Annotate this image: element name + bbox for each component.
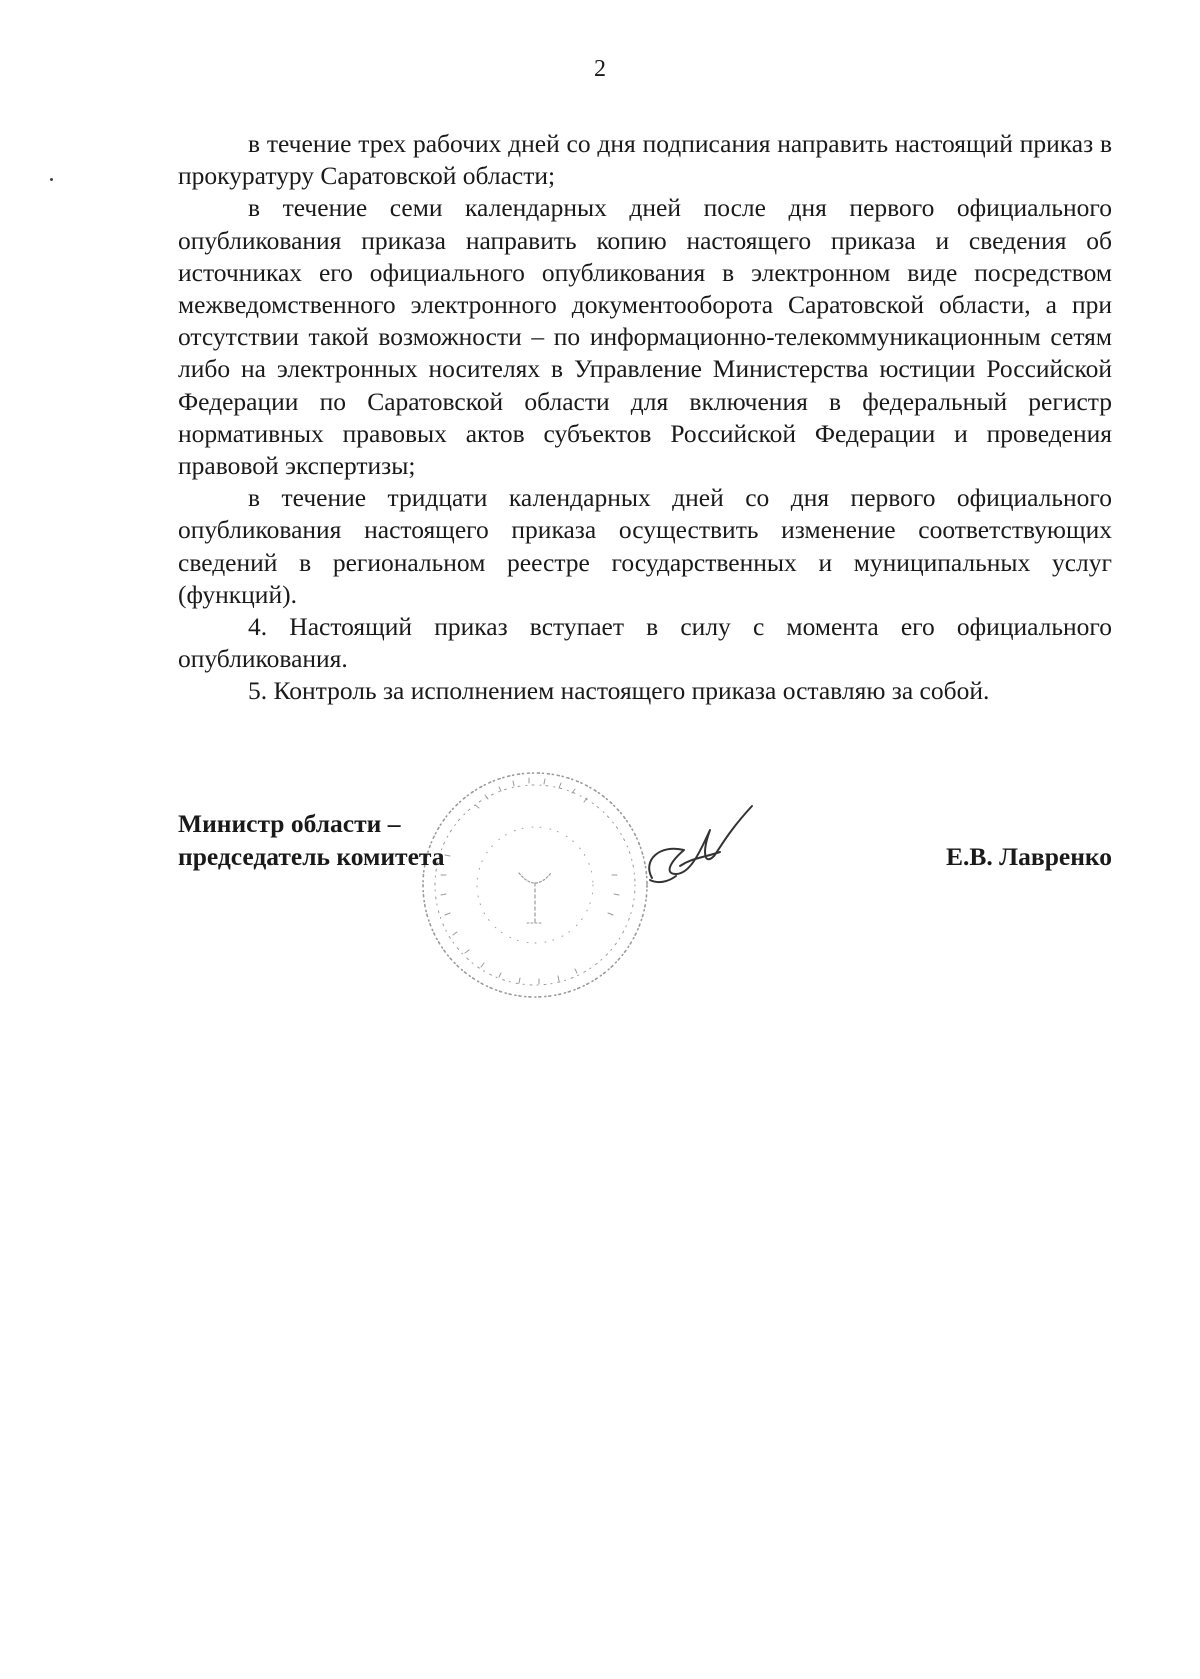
official-seal-icon (415, 765, 655, 1005)
signatory-title-line2: председатель комитета (178, 842, 445, 871)
signatory-title (178, 807, 444, 873)
paragraph-ministry-of-justice: в течение семи календарных дней после дня первого официального опубликования приказа направить копию настоящего приказа и сведения об источниках его официального опубликования в электронном виде посредством межведомственного электронного документооборота Саратовской области, а при отсутствии такой возможности – по информационно-телекоммуникационным сетям либо на электронных носителях в Управление Министерства юстиции Российской Федерации по Саратовской области для включения в федеральный регистр нормативных правовых актов субъектов Российской Федерации и проведения правовой экспертизы; (178, 193, 1112, 481)
handwritten-signature-icon (640, 800, 760, 900)
scan-speck (50, 178, 53, 181)
page-number: 2 (594, 56, 606, 82)
signatory-name: Е.В. Лавренко (946, 842, 1112, 871)
paragraph-effective-date: 4. Настоящий приказ вступает в силу с момента его официального опубликования. (178, 612, 1112, 674)
signatory-title-line1: Министр области – (178, 809, 401, 838)
paragraph-prosecutor: в течение трех рабочих дней со дня подписания направить настоящий приказ в прокуратуру Саратовской области; (178, 129, 1112, 191)
paragraph-registry-update: в течение тридцати календарных дней со дня первого официального опубликования настоящего приказа осуществить изменение соответствующих сведений в региональном реестре государственных и муниципальных услуг (функций). (178, 483, 1112, 609)
document-body (178, 128, 1112, 708)
paragraph-control: 5. Контроль за исполнением настоящего приказа оставляю за собой. (248, 676, 990, 706)
